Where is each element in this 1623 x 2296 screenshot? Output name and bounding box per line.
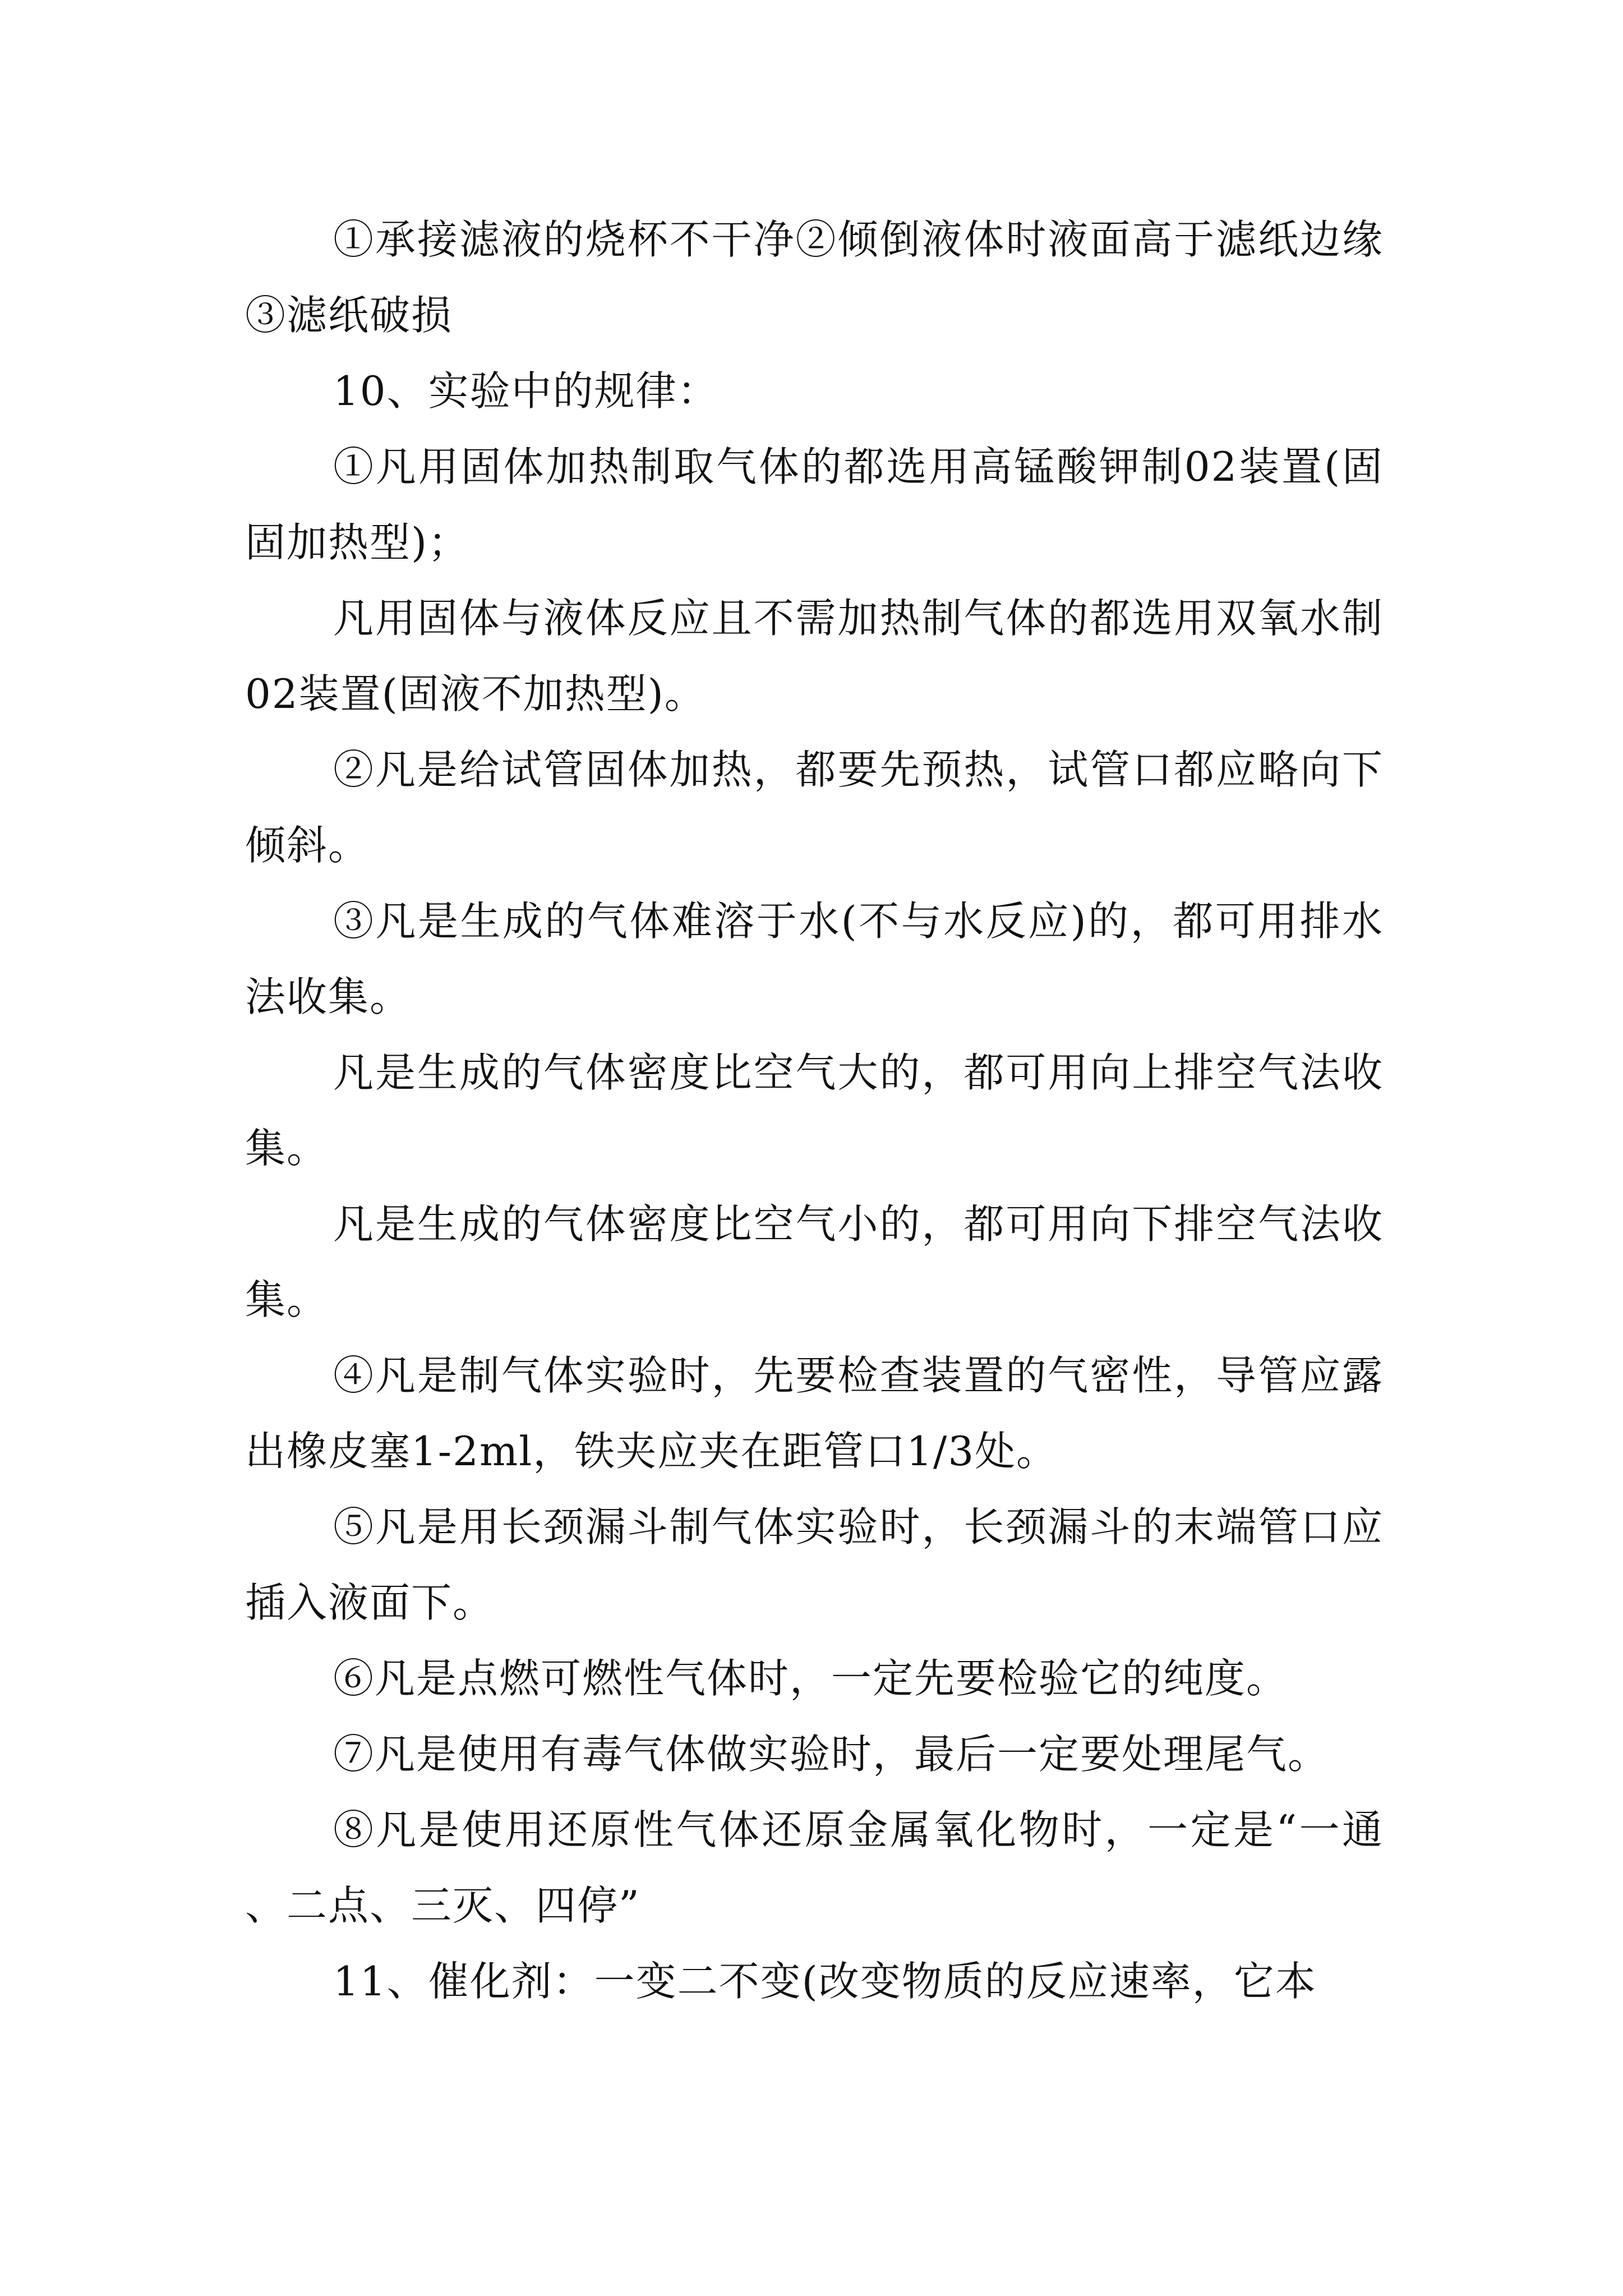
section-heading-experiment-rules: 10、实验中的规律： xyxy=(333,367,719,415)
paragraph-rule-1-solid-liquid: 凡用固体与液体反应且不需加热制气体的都选用双氧水制02装置(固液不加热型)。 xyxy=(245,595,1384,717)
paragraph-rule-2-preheat: ②凡是给试管固体加热，都要先预热，试管口都应略向下倾斜。 xyxy=(245,746,1384,869)
paragraph-filtration-failure-causes: ①承接滤液的烧杯不干净②倾倒液体时液面高于滤纸边缘③滤纸破损 xyxy=(245,216,1384,339)
paragraph-rule-3-downward-air: 凡是生成的气体密度比空气小的，都可用向下排空气法收集。 xyxy=(245,1200,1384,1323)
paragraph-rule-1-solid-heating: ①凡用固体加热制取气体的都选用高锰酸钾制02装置(固固加热型)； xyxy=(245,443,1384,566)
section-heading-catalyst: 11、催化剂：一变二不变(改变物质的反应速率，它本 xyxy=(333,1958,1317,2005)
paragraph-rule-4-airtightness: ④凡是制气体实验时，先要检查装置的气密性，导管应露出橡皮塞1-2ml，铁夹应夹在距管口1/3处。 xyxy=(245,1352,1384,1475)
paragraph-rule-8-reduction-order: ⑧凡是使用还原性气体还原金属氧化物时，一定是“一通、二点、三灭、四停” xyxy=(245,1806,1384,1929)
paragraph-rule-6-purity: ⑥凡是点燃可燃性气体时，一定先要检验它的纯度。 xyxy=(333,1655,1288,1702)
paragraph-rule-7-tail-gas: ⑦凡是使用有毒气体做实验时，最后一定要处理尾气。 xyxy=(333,1731,1330,1778)
paragraph-rule-5-funnel: ⑤凡是用长颈漏斗制气体实验时，长颈漏斗的末端管口应插入液面下。 xyxy=(245,1503,1384,1626)
document-body xyxy=(245,202,1384,2019)
paragraph-rule-3-upward-air: 凡是生成的气体密度比空气大的，都可用向上排空气法收集。 xyxy=(245,1049,1384,1172)
paragraph-rule-3-water-displacement: ③凡是生成的气体难溶于水(不与水反应)的，都可用排水法收集。 xyxy=(245,898,1384,1020)
